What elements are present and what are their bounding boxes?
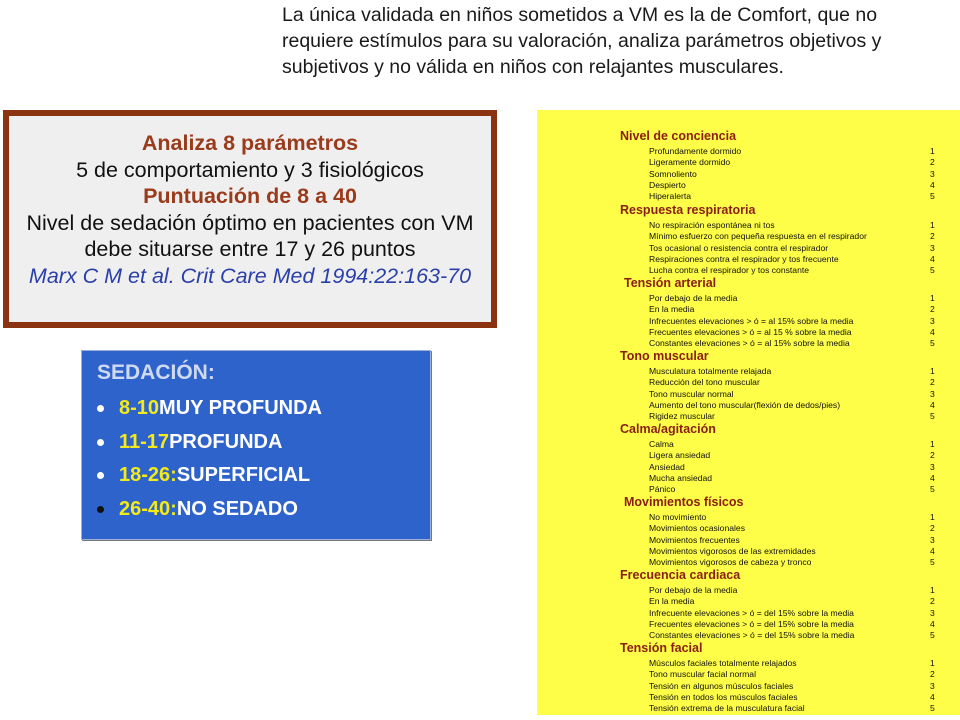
scale-item-text: Despierto	[649, 179, 686, 190]
scale-section-title: Frecuencia cardiaca	[620, 568, 741, 582]
scale-item-score: 2	[930, 377, 935, 388]
scale-item-score: 3	[930, 168, 935, 179]
scale-item-text: Reducción del tono muscular	[649, 377, 760, 388]
scale-section-title: Movimientos físicos	[624, 495, 744, 509]
scale-item-text: Pánico	[649, 484, 676, 495]
scale-item-text: Tensión extrema de la musculatura facial	[649, 703, 805, 714]
scale-item-text: Movimientos frecuentes	[649, 534, 740, 545]
scale-section-title: Tono muscular	[620, 349, 709, 363]
scale-item-score: 4	[930, 179, 935, 190]
parameters-breakdown: 5 de comportamiento y 3 fisiológicos	[76, 157, 424, 182]
scale-section-title: Calma/agitación	[620, 422, 716, 436]
scale-item-text: Infrecuentes elevaciones > ó = al 15% sobre la media	[649, 315, 854, 326]
scale-item-text: Ligeramente dormido	[649, 157, 731, 168]
sedation-list	[97, 392, 430, 526]
scale-item-score: 5	[930, 338, 935, 349]
scale-item-text: Tensión en todos los músculos faciales	[649, 691, 798, 702]
scale-item-score: 1	[930, 658, 935, 668]
scale-item-text: Tos ocasional o resistencia contra el respirador	[649, 242, 829, 253]
sedation-item: 11-17 PROFUNDA	[97, 426, 430, 460]
scale-item-score: 1	[930, 220, 935, 230]
parameters-count: Analiza 8 parámetros	[141, 131, 359, 155]
scale-item-score: 3	[930, 461, 935, 472]
scale-item-text: Por debajo de la media	[649, 293, 738, 303]
citation: Marx C M et al. Crit Care Med 1994:22:163-70	[28, 263, 472, 288]
scale-item-text: Tono muscular facial normal	[649, 669, 756, 680]
scale-item-text: No respiración espontánea ni tos	[649, 220, 775, 230]
scale-item-text: Rigidez muscular	[649, 411, 715, 422]
scale-item-text: Movimientos vigorosos de cabeza y tronco	[649, 557, 812, 568]
scale-item-score: 5	[930, 411, 935, 422]
scale-item-text: Aumento del tono muscular(flexión de dedos/pies)	[649, 399, 841, 410]
intro-paragraph: La única validada en niños sometidos a VM es la de Comfort, que no requiere estímulos para su valoración, analiza parámetros objetivos y subjetivos y no válida en niños con relajantes musculares.	[282, 4, 882, 78]
scale-item-text: Por debajo de la media	[649, 585, 738, 595]
scale-item-score: 4	[930, 399, 935, 410]
bullet-icon	[97, 439, 104, 446]
scale-item-score: 5	[930, 703, 935, 714]
optimal-level-line2: debe situarse entre 17 y 26 puntos	[84, 237, 416, 261]
scale-item-text: En la media	[649, 304, 695, 315]
scale-section-title: Respuesta respiratoria	[620, 203, 756, 217]
optimal-level-line1: Nivel de sedación óptimo en pacientes con VM	[26, 210, 474, 235]
scale-section-title: Tensión arterial	[624, 276, 717, 290]
comfort-summary-box	[3, 110, 497, 328]
scale-item-text: Hiperalerta	[649, 191, 692, 202]
scale-item-text: Mínimo esfuerzo con pequeña respuesta en el respirador	[649, 231, 867, 242]
sedation-levels-box	[81, 350, 431, 540]
scale-item-score: 5	[930, 630, 935, 641]
scale-item-text: Ligera ansiedad	[649, 450, 711, 461]
scale-item-score: 2	[930, 304, 935, 315]
score-range: Puntuación de 8 a 40	[143, 184, 357, 208]
scale-item-score: 4	[930, 691, 935, 702]
bullet-icon	[97, 506, 104, 513]
scale-item-score: 1	[930, 512, 935, 522]
scale-item-text: Constantes elevaciones > ó = del 15% sobre la media	[649, 630, 855, 641]
scale-item-score: 2	[930, 231, 935, 242]
scale-item-text: Músculos faciales totalmente relajados	[649, 658, 797, 668]
scale-item-text: Mucha ansiedad	[649, 472, 713, 483]
sedation-title: SEDACIÓN:	[97, 361, 215, 384]
scale-item-text: Musculatura totalmente relajada	[649, 366, 772, 376]
scale-section-title: Tensión facial	[620, 641, 703, 655]
comfort-scale-table	[537, 110, 960, 715]
scale-item-score: 4	[930, 326, 935, 337]
scale-item-text: Calma	[649, 439, 674, 449]
scale-item-score: 1	[930, 366, 935, 376]
scale-item-score: 3	[930, 388, 935, 399]
scale-item-text: Frecuentes elevaciones > ó = al 15 % sobre la media	[649, 326, 852, 337]
scale-item-text: Somnoliento	[649, 168, 697, 179]
scale-item-score: 1	[930, 585, 935, 595]
scale-item-score: 1	[930, 439, 935, 449]
scale-item-score: 5	[930, 265, 935, 276]
scale-item-score: 4	[930, 253, 935, 264]
scale-item-score: 3	[930, 607, 935, 618]
scale-item-score: 3	[930, 242, 935, 253]
scale-item-score: 2	[930, 450, 935, 461]
scale-item-score: 1	[930, 293, 935, 303]
scale-item-score: 3	[930, 315, 935, 326]
scale-item-text: Infrecuente elevaciones > ó = del 15% sobre la media	[649, 607, 854, 618]
scale-item-text: Tensión en algunos músculos faciales	[649, 680, 794, 691]
scale-item-score: 2	[930, 596, 935, 607]
scale-section-title: Nivel de conciencia	[620, 129, 737, 143]
scale-item-score: 5	[930, 557, 935, 568]
scale-item-score: 1	[930, 146, 935, 156]
scale-item-text: Tono muscular normal	[649, 388, 734, 399]
scale-item-text: Lucha contra el respirador y tos constante	[649, 265, 810, 276]
scale-item-text: Profundamente dormido	[649, 146, 742, 156]
scale-item-score: 3	[930, 534, 935, 545]
bullet-icon	[97, 472, 104, 479]
scale-item-score: 5	[930, 484, 935, 495]
scale-item-text: Constantes elevaciones > ó = al 15% sobre la media	[649, 338, 850, 349]
bullet-icon	[97, 405, 104, 412]
scale-item-score: 2	[930, 669, 935, 680]
scale-item-text: Movimientos ocasionales	[649, 523, 746, 534]
scale-item-text: Frecuentes elevaciones > ó = del 15% sobre la media	[649, 618, 854, 629]
scale-item-score: 2	[930, 523, 935, 534]
scale-item-score: 3	[930, 680, 935, 691]
scale-item-text: Respiraciones contra el respirador y tos frecuente	[649, 253, 839, 264]
scale-item-text: En la media	[649, 596, 695, 607]
scale-item-score: 4	[930, 472, 935, 483]
sedation-item: 18-26: SUPERFICIAL	[97, 459, 430, 493]
sedation-item: 8-10 MUY PROFUNDA	[97, 392, 430, 426]
scale-item-score: 4	[930, 618, 935, 629]
scale-item-text: No movimiento	[649, 512, 707, 522]
scale-item-score: 4	[930, 545, 935, 556]
scale-item-score: 5	[930, 191, 935, 202]
scale-item-text: Ansiedad	[649, 461, 685, 472]
scale-item-score: 2	[930, 157, 935, 168]
sedation-item: 26-40: NO SEDADO	[97, 493, 430, 527]
scale-item-text: Movimientos vigorosos de las extremidades	[649, 545, 816, 556]
